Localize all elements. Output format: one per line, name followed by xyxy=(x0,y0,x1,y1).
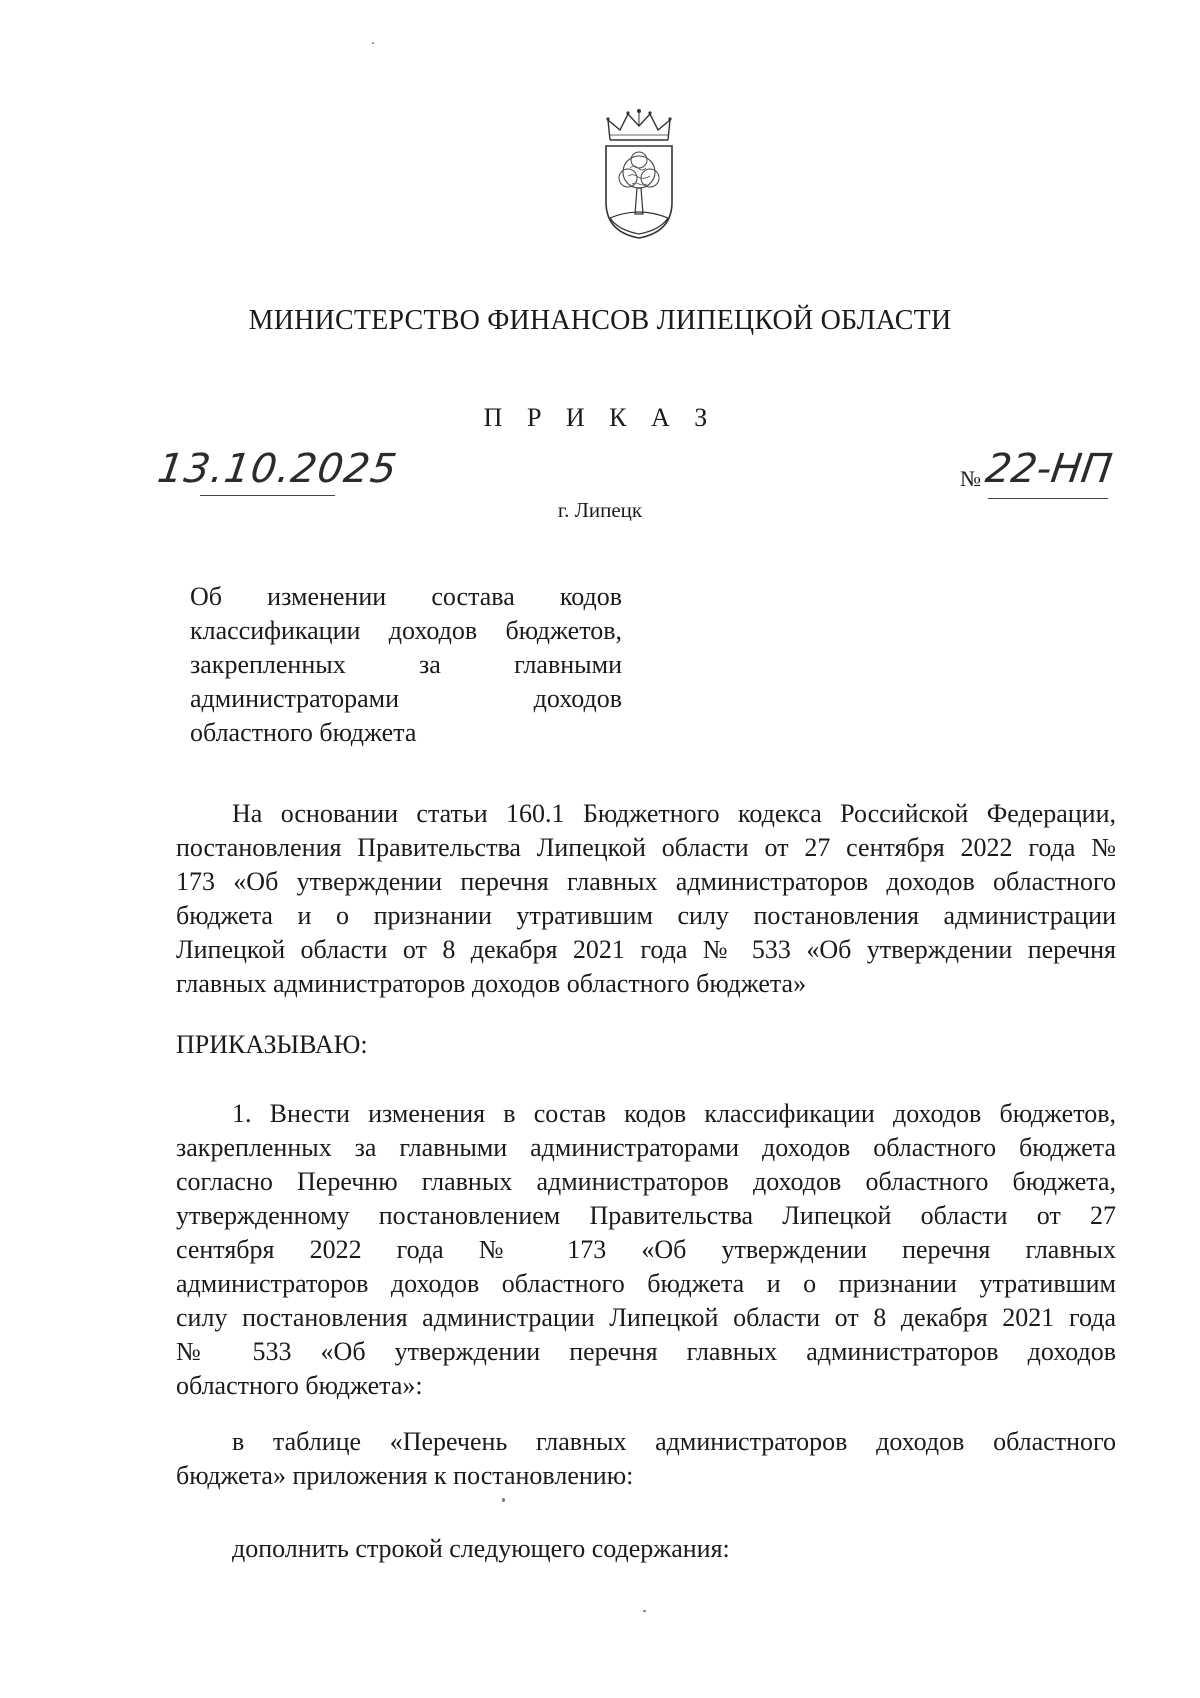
preamble-line: 173 «Об утверждении перечня главных администраторов доходов областного xyxy=(176,867,1116,896)
item-1-line: силу постановления администрации Липецкой области от 8 декабря 2021 года xyxy=(176,1303,1116,1332)
document-city: г. Липецк xyxy=(557,498,643,522)
coat-of-arms-emblem xyxy=(600,108,678,240)
subject-line: администраторами доходов xyxy=(190,684,622,713)
subject-line: закрепленных за главными xyxy=(190,650,622,679)
table-reference-paragraph xyxy=(176,1425,1116,1493)
table-reference-line: бюджета» приложения к постановлению: xyxy=(176,1461,634,1490)
item-1-line: закрепленных за главными администраторами доходов областного бюджета xyxy=(176,1133,1116,1162)
item-1-line: сентября 2022 года № 173 «Об утверждении перечня главных xyxy=(176,1235,1116,1264)
supplement-paragraph xyxy=(176,1532,1116,1566)
preamble-line: На основании статьи 160.1 Бюджетного кодекса Российской Федерации, xyxy=(232,799,1116,828)
document-subject xyxy=(190,580,622,750)
document-type: П Р И К А З xyxy=(483,403,717,432)
item-1-line: утвержденному постановлением Правительства Липецкой области от 27 xyxy=(176,1201,1116,1230)
preamble-line: постановления Правительства Липецкой области от 27 сентября 2022 года № xyxy=(176,833,1116,862)
preamble-line: главных администраторов доходов областного бюджета» xyxy=(176,969,807,998)
item-1-paragraph xyxy=(176,1097,1116,1403)
supplement-line: дополнить строкой следующего содержания: xyxy=(232,1534,730,1563)
preamble-line: бюджета и о признании утратившим силу постановления администрации xyxy=(176,901,1116,930)
order-word: ПРИКАЗЫВАЮ: xyxy=(176,1030,368,1059)
preamble-paragraph xyxy=(176,797,1116,1001)
scan-speck xyxy=(643,1610,646,1612)
item-1-line: областного бюджета»: xyxy=(176,1371,423,1400)
subject-line: Об изменении состава кодов xyxy=(190,582,622,611)
ministry-title: МИНИСТЕРСТВО ФИНАНСОВ ЛИПЕЦКОЙ ОБЛАСТИ xyxy=(248,305,952,336)
date-underline xyxy=(200,495,335,496)
scan-speck xyxy=(372,42,374,44)
subject-line: классификации доходов бюджетов, xyxy=(190,616,622,645)
table-reference-line: в таблице «Перечень главных администраторов доходов областного xyxy=(232,1427,1116,1456)
item-1-line: согласно Перечню главных администраторов доходов областного бюджета, xyxy=(176,1167,1116,1196)
subject-line: областного бюджета xyxy=(190,718,417,747)
item-1-line: 1. Внести изменения в состав кодов классификации доходов бюджетов, xyxy=(232,1099,1116,1128)
document-date: 13.10.2025 xyxy=(154,446,401,492)
number-sign: № xyxy=(960,466,981,491)
item-1-line: № 533 «Об утверждении перечня главных администраторов доходов xyxy=(176,1337,1116,1366)
item-1-line: администраторов доходов областного бюджета и о признании утратившим xyxy=(176,1269,1116,1298)
document-number: 22-НП xyxy=(982,446,1115,492)
scan-speck xyxy=(502,1498,505,1502)
preamble-line: Липецкой области от 8 декабря 2021 года № 533 «Об утверждении перечня xyxy=(176,935,1116,964)
document-number-block xyxy=(960,446,1160,506)
